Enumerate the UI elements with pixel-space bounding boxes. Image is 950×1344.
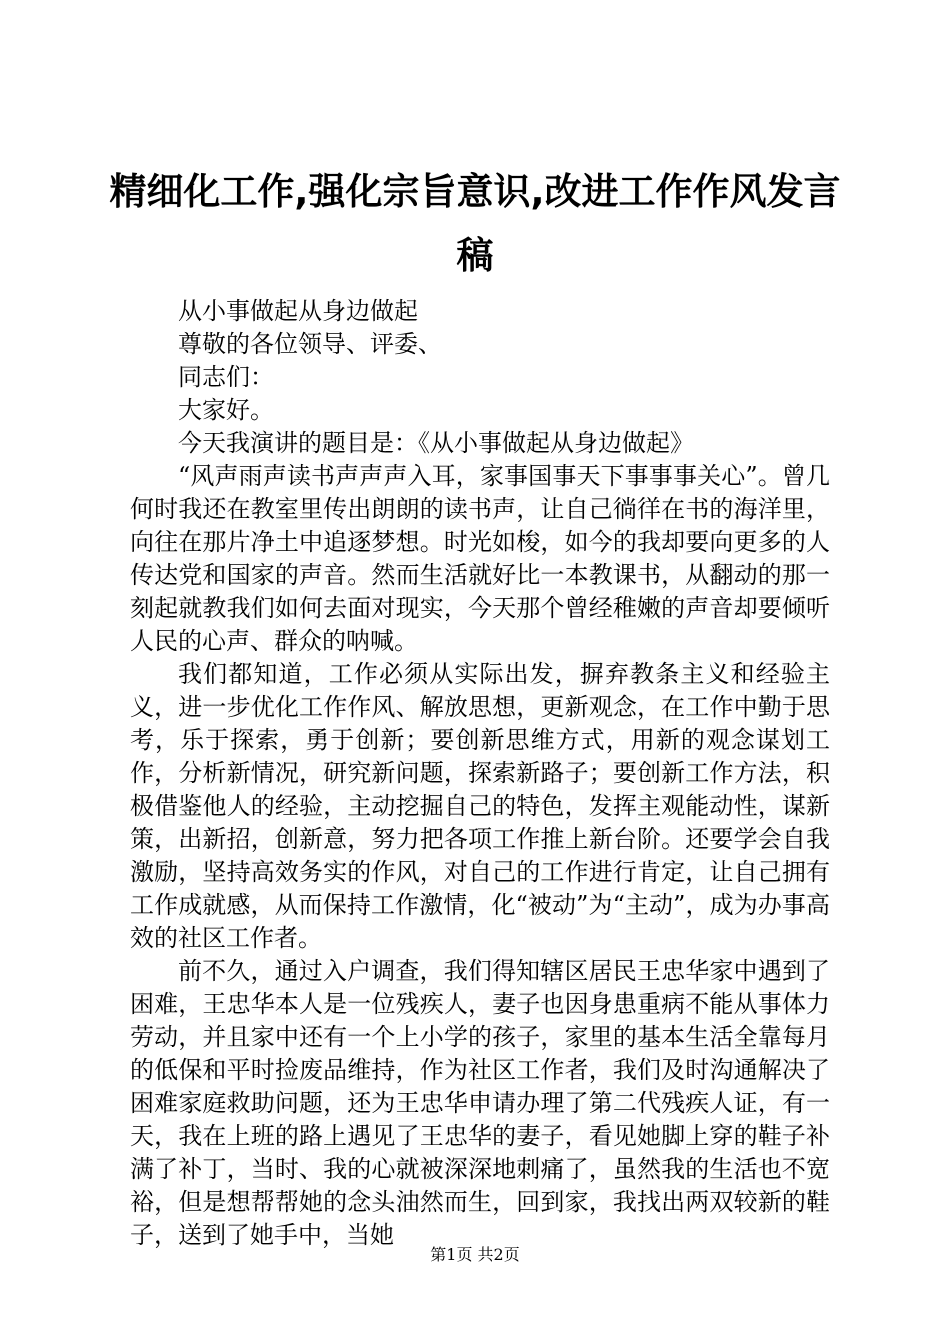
paragraph-salutation: 尊敬的各位领导、评委、 bbox=[178, 330, 442, 358]
document-title: 精细化工作,强化宗旨意识,改进工作作风发言稿 bbox=[109, 170, 841, 277]
document-body bbox=[130, 295, 830, 1252]
page-number: 第1页 共2页 bbox=[430, 1245, 520, 1264]
paragraph-body: 前不久，通过入户调查，我们得知辖区居民王忠华家中遇到了困难，王忠华本人是一位残疾人，妻子也因身患重病不能从事体力劳动，并且家中还有一个上小学的孩子，家里的基本生活全靠每月的低保和平时捡废品维持，作为社区工作者，我们及时沟通解决了困难家庭救助问题，还为王忠华申请办理了第二代残疾人证，有一天，我在上班的路上遇见了王忠华的妻子，看见她脚上穿的鞋子补满了补丁，当时、我的心就被深深地刺痛了，虽然我的生活也不宽裕，但是想帮帮她的念头油然而生，回到家，我找出两双较新的鞋子，送到了她手中，当她 bbox=[130, 957, 830, 1249]
paragraph-body: 我们都知道，工作必须从实际出发，摒弃教条主义和经验主义，进一步优化工作作风、解放思想，更新观念，在工作中勤于思考，乐于探索，勇于创新；要创新思维方式，用新的观念谋划工作，分析新情况，研究新问题，探索新路子；要创新工作方法，积极借鉴他人的经验，主动挖掘自己的特色，发挥主观能动性，谋新策，出新招，创新意，努力把各项工作推上新台阶。还要学会自我激励，坚持高效务实的作风，对自己的工作进行肯定，让自己拥有工作成就感，从而保持工作激情，化“被动”为“主动”，成为办事高效的社区工作者。 bbox=[130, 660, 830, 952]
paragraph-body: “风声雨声读书声声声入耳，家事国事天下事事事关心”。曾几何时我还在教室里传出朗朗的读书声，让自己徜徉在书的海洋里，向往在那片净土中追逐梦想。时光如梭，如今的我却要向更多的人传达党和国家的声音。然而生活就好比一本教课书，从翻动的那一刻起就教我们如何去面对现实，今天那个曾经稚嫩的声音却要倾听人民的心声、群众的呐喊。 bbox=[130, 462, 830, 655]
paragraph-salutation-2: 同志们： bbox=[178, 363, 274, 391]
paragraph-greeting: 大家好。 bbox=[178, 396, 274, 424]
paragraph-subtitle: 从小事做起从身边做起 bbox=[178, 297, 418, 325]
paragraph-topic: 今天我演讲的题目是：《从小事做起从身边做起》 bbox=[178, 429, 694, 457]
